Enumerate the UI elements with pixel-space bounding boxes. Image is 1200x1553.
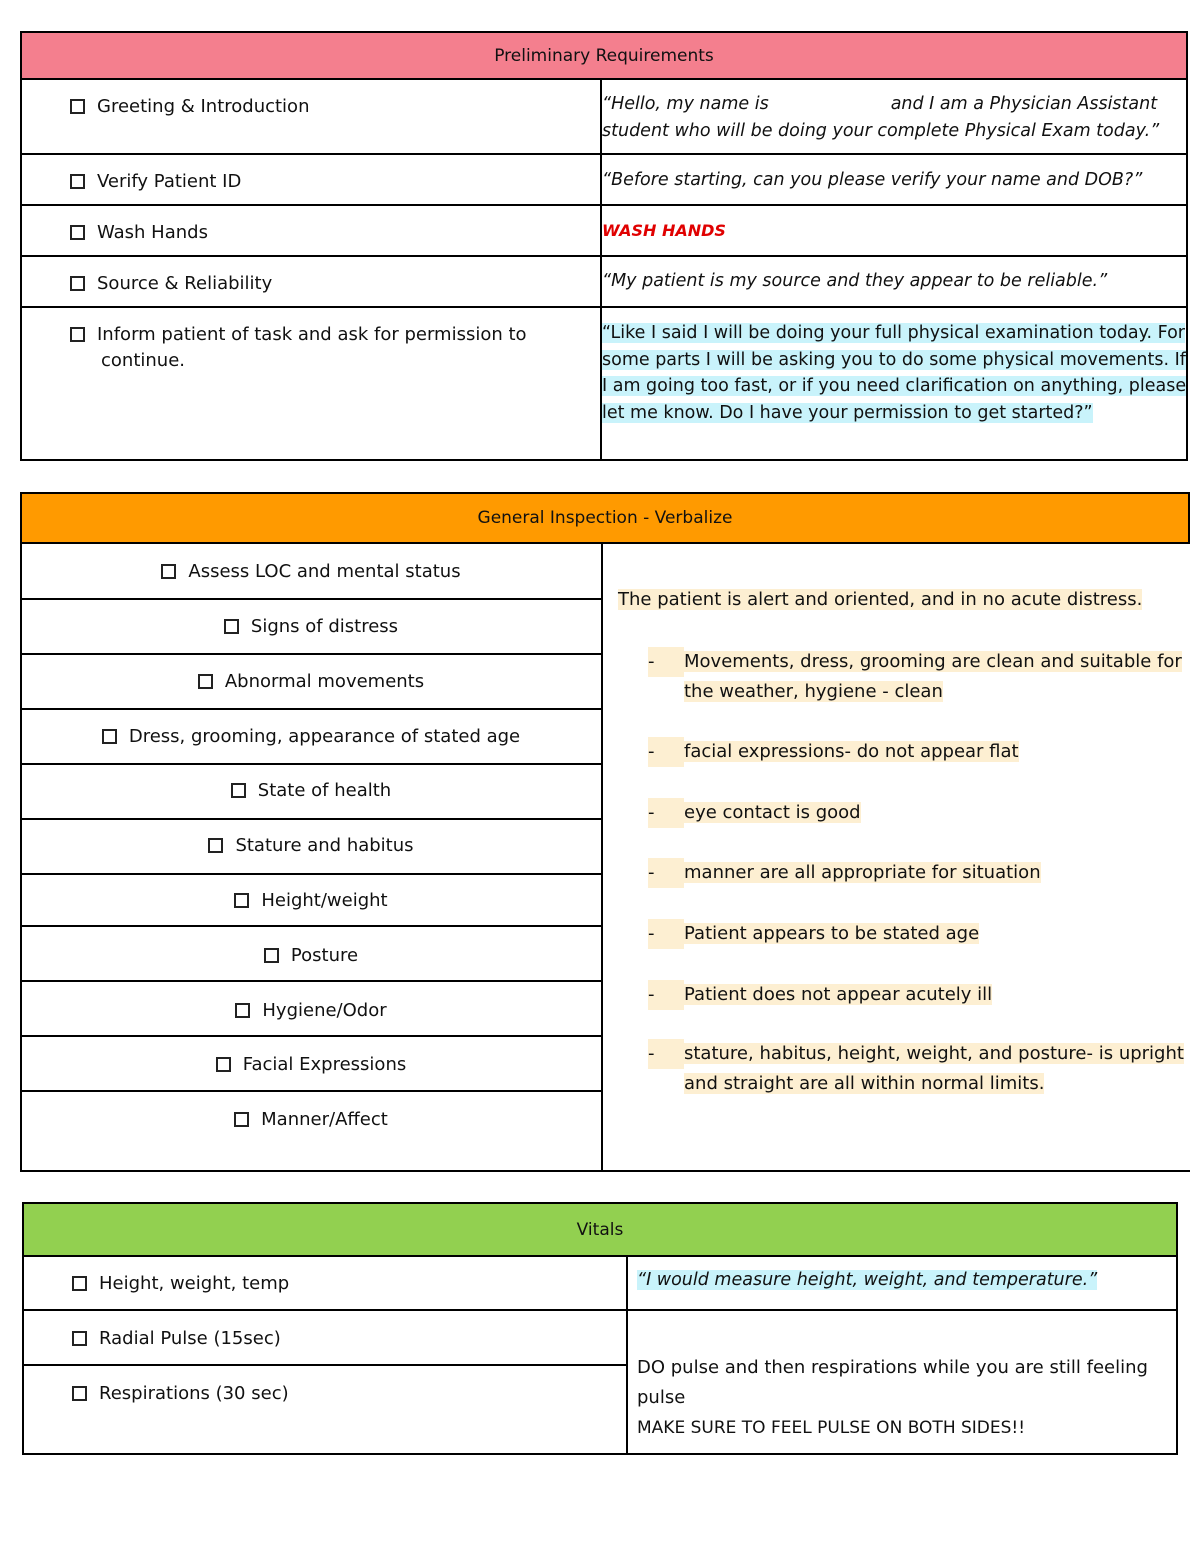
source-script: “My patient is my source and they appear to be reliable.” xyxy=(602,271,1108,291)
vitals-script: “I would measure height, weight, and temperature.” xyxy=(637,1270,1098,1290)
checkbox[interactable] xyxy=(72,1331,87,1346)
permission-script: “Like I said I will be doing your full physical examination today. For some parts I will be asking you to do some physical movements. If I am going too fast, or if you need clarification on anything, please let me know. Do I have your permission to get started?” xyxy=(602,323,1187,423)
item-label: Inform patient of task and ask for permission to xyxy=(97,324,527,345)
bullet-dash: - xyxy=(648,980,684,1010)
checkbox[interactable] xyxy=(72,1386,87,1401)
wash-hands-script: WASH HANDS xyxy=(602,221,726,240)
greeting-script: “Hello, my name is and I am a Physician Assistant xyxy=(602,94,1158,114)
general-item[interactable]: Posture xyxy=(20,945,602,966)
general-item[interactable]: Assess LOC and mental status xyxy=(20,561,602,582)
bullet-dash: - xyxy=(648,737,684,767)
item-label: Greeting & Introduction xyxy=(97,96,310,117)
general-items xyxy=(20,543,602,1172)
general-bullet: - Patient does not appear acutely ill xyxy=(648,980,992,1010)
general-item[interactable]: Height/weight xyxy=(20,890,602,911)
general-item[interactable]: State of health xyxy=(20,780,602,801)
general-bullet: - eye contact is good xyxy=(648,798,861,828)
checkbox[interactable] xyxy=(216,1057,231,1072)
verify-id-script: “Before starting, can you please verify your name and DOB?” xyxy=(602,170,1143,190)
general-bullet: - Movements, dress, grooming are clean and suitable for the weather, hygiene - clean xyxy=(648,647,1182,707)
checkbox[interactable] xyxy=(234,893,249,908)
general-bullet: - stature, habitus, height, weight, and posture- is upright and straight are all within normal limits. xyxy=(648,1039,1184,1099)
inform-patient-label-line2: continue. xyxy=(101,350,185,371)
vitals-item-radial-pulse[interactable]: Radial Pulse (15sec) xyxy=(72,1328,281,1349)
general-item[interactable]: Facial Expressions xyxy=(20,1054,602,1075)
checkbox[interactable] xyxy=(224,619,239,634)
checkbox[interactable] xyxy=(208,838,223,853)
checkbox[interactable] xyxy=(264,948,279,963)
checklist-item-wash-hands[interactable] xyxy=(70,222,208,243)
general-title: General Inspection - Verbalize xyxy=(477,508,733,528)
checkbox[interactable] xyxy=(70,99,85,114)
checkbox[interactable] xyxy=(72,1276,87,1291)
checklist-item-inform-patient[interactable] xyxy=(70,324,527,345)
checkbox[interactable] xyxy=(231,783,246,798)
general-item[interactable]: Abnormal movements xyxy=(20,671,602,692)
checkbox[interactable] xyxy=(70,225,85,240)
preliminary-title: Preliminary Requirements xyxy=(494,45,714,66)
general-item[interactable]: Stature and habitus xyxy=(20,835,602,856)
bullet-dash: - xyxy=(648,647,684,677)
checklist-item-verify-id[interactable] xyxy=(70,171,241,192)
checkbox[interactable] xyxy=(235,1003,250,1018)
bullet-dash: - xyxy=(648,919,684,949)
vitals-title: Vitals xyxy=(576,1219,624,1240)
general-summary: The patient is alert and oriented, and in no acute distress. xyxy=(618,589,1143,610)
checkbox[interactable] xyxy=(70,276,85,291)
bullet-dash: - xyxy=(648,798,684,828)
greeting-script-line2: student who will be doing your complete Physical Exam today.” xyxy=(602,121,1160,141)
general-bullet: - manner are all appropriate for situation xyxy=(648,858,1041,888)
bullet-dash: - xyxy=(648,858,684,888)
checkbox[interactable] xyxy=(198,674,213,689)
vitals-header xyxy=(22,1202,1178,1257)
checkbox[interactable] xyxy=(234,1112,249,1127)
general-header xyxy=(20,492,1190,544)
general-bullet: - facial expressions- do not appear flat xyxy=(648,737,1019,767)
checkbox[interactable] xyxy=(161,564,176,579)
general-item[interactable]: Hygiene/Odor xyxy=(20,1000,602,1021)
checkbox[interactable] xyxy=(70,327,85,342)
item-label: Source & Reliability xyxy=(97,273,273,294)
general-item[interactable]: Signs of distress xyxy=(20,616,602,637)
checklist-item-source-reliability[interactable] xyxy=(70,273,272,294)
general-item[interactable]: Dress, grooming, appearance of stated age xyxy=(20,726,602,747)
vitals-note: DO pulse and then respirations while you are still feeling pulse MAKE SURE TO FEEL PULSE ON BOTH SIDES!! xyxy=(637,1357,1148,1438)
preliminary-header xyxy=(20,31,1188,80)
general-bullet: - Patient appears to be stated age xyxy=(648,919,979,949)
item-label: Wash Hands xyxy=(97,222,208,243)
item-label: Verify Patient ID xyxy=(97,171,242,192)
checkbox[interactable] xyxy=(102,729,117,744)
vitals-item-respirations[interactable]: Respirations (30 sec) xyxy=(72,1383,289,1404)
vitals-item-height-weight-temp[interactable]: Height, weight, temp xyxy=(72,1273,289,1294)
checkbox[interactable] xyxy=(70,174,85,189)
checklist-item-greeting[interactable] xyxy=(70,96,309,117)
general-item[interactable]: Manner/Affect xyxy=(20,1109,602,1130)
bullet-dash: - xyxy=(648,1039,684,1069)
